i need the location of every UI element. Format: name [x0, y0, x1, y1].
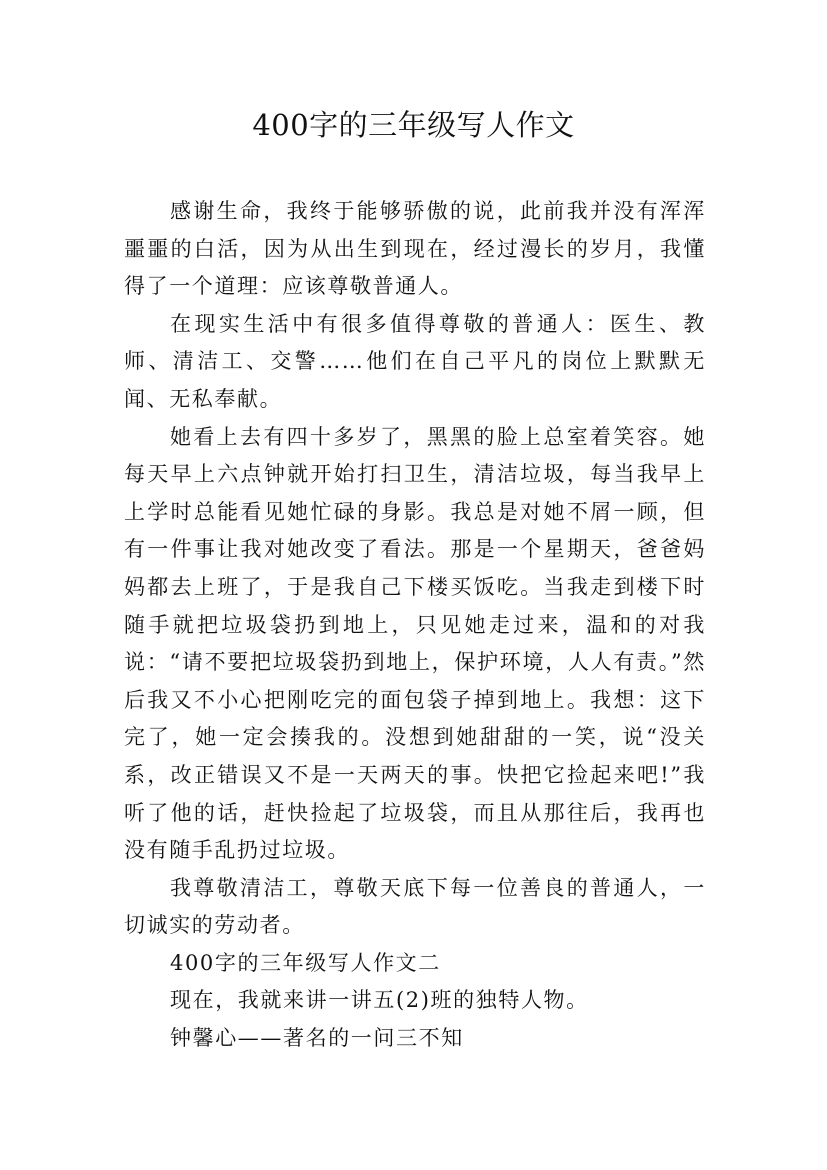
document-title: 400字的三年级写人作文 — [252, 108, 575, 142]
paragraph-6: 钟馨心——著名的一问三不知 — [170, 1026, 464, 1051]
document-body — [124, 193, 706, 1058]
paragraph-2: 在现实生活中有很多值得尊敬的普通人：医生、教师、清洁工、交警……他们在自己平凡的岗位上默默无闻、无私奉献。 — [124, 311, 706, 411]
paragraph-5: 现在，我就来讲一讲五(2)班的独特人物。 — [170, 988, 589, 1013]
paragraph-3: 她看上去有四十多岁了，黑黑的脸上总室着笑容。她每天早上六点钟就开始打扫卫生，清洁垃圾，每当我早上上学时总能看见她忙碌的身影。我总是对她不屑一顾，但有一件事让我对她改变了看法。那是一个星期天，爸爸妈妈都去上班了，于是我自己下楼买饭吃。当我走到楼下时随手就把垃圾袋扔到地上，只见她走过来，温和的对我说：“请不要把垃圾袋扔到地上，保护环境，人人有责。”然后我又不小心把刚吃完的面包袋子掉到地上。我想：这下完了，她一定会揍我的。没想到她甜甜的一笑，说“没关系，改正错误又不是一天两天的事。快把它捡起来吧!”我听了他的话，赶快捡起了垃圾袋，而且从那往后，我再也没有随手乱扔过垃圾。 — [124, 424, 706, 863]
subtitle-essay-two: 400字的三年级写人作文二 — [170, 950, 441, 975]
paragraph-4: 我尊敬清洁工，尊敬天底下每一位善良的普通人，一切诚实的劳动者。 — [124, 875, 706, 938]
paragraph-1: 感谢生命，我终于能够骄傲的说，此前我并没有浑浑噩噩的白活，因为从出生到现在，经过漫长的岁月，我懂得了一个道理：应该尊敬普通人。 — [124, 199, 706, 299]
